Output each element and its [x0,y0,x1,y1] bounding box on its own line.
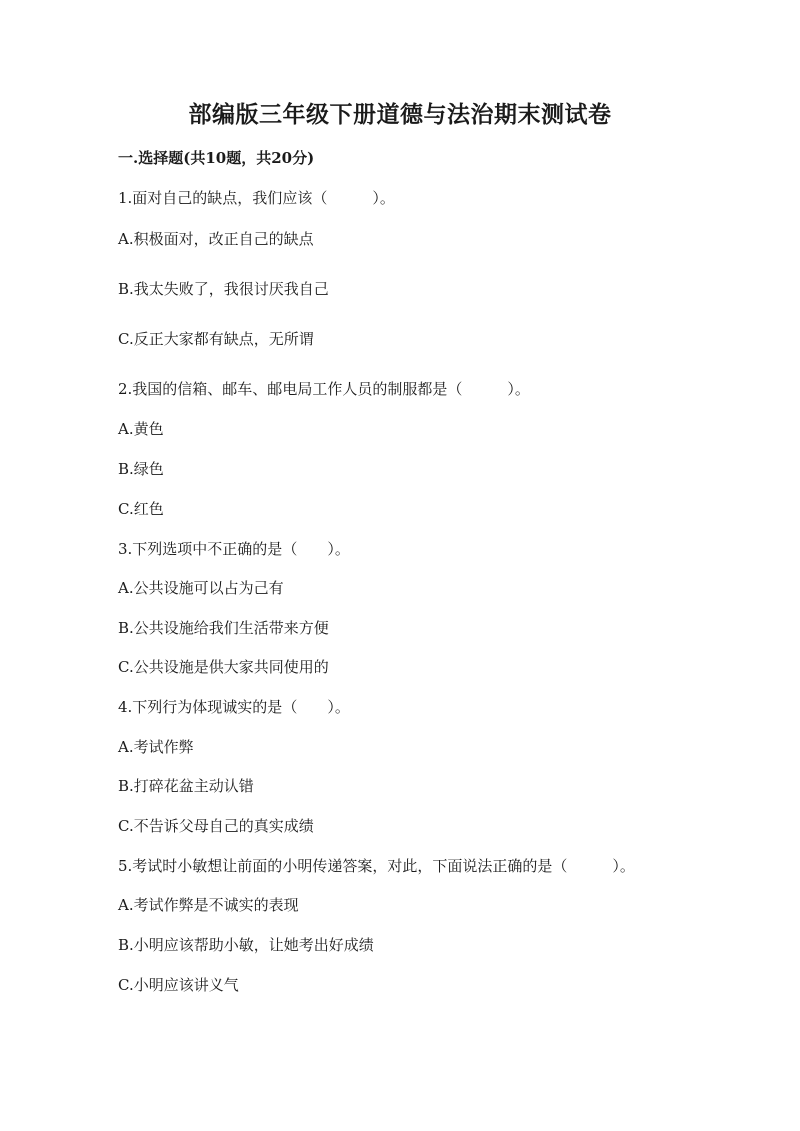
question-2-option-a: A.黄色 [118,420,164,438]
question-4-option-c: C.不告诉父母自己的真实成绩 [118,817,314,835]
question-3-option-b: B.公共设施给我们生活带来方便 [118,619,329,637]
section-heading: 一.选择题(共10题，共20分) [118,149,315,167]
question-3-stem: 3.下列选项中不正确的是（ ）。 [118,540,350,558]
question-5-stem: 5.考试时小敏想让前面的小明传递答案，对此，下面说法正确的是（ ）。 [118,857,635,875]
question-2-option-c: C.红色 [118,500,164,518]
question-1-option-b: B.我太失败了，我很讨厌我自己 [118,280,329,298]
question-1-stem: 1.面对自己的缺点，我们应该（ ）。 [118,189,395,207]
question-4-option-a: A.考试作弊 [118,738,194,756]
question-4-option-b: B.打碎花盆主动认错 [118,777,254,795]
question-5-option-b: B.小明应该帮助小敏，让她考出好成绩 [118,936,374,954]
question-4-stem: 4.下列行为体现诚实的是（ ）。 [118,698,350,716]
question-5-option-a: A.考试作弊是不诚实的表现 [118,896,299,914]
question-3-option-a: A.公共设施可以占为己有 [118,579,284,597]
question-2-option-b: B.绿色 [118,460,164,478]
question-5-option-c: C.小明应该讲义气 [118,976,239,994]
question-2-stem: 2.我国的信箱、邮车、邮电局工作人员的制服都是（ ）。 [118,380,530,398]
page-title: 部编版三年级下册道德与法治期末测试卷 [188,101,612,128]
question-1-option-c: C.反正大家都有缺点，无所谓 [118,330,314,348]
question-1-option-a: A.积极面对，改正自己的缺点 [118,230,314,248]
question-3-option-c: C.公共设施是供大家共同使用的 [118,658,329,676]
